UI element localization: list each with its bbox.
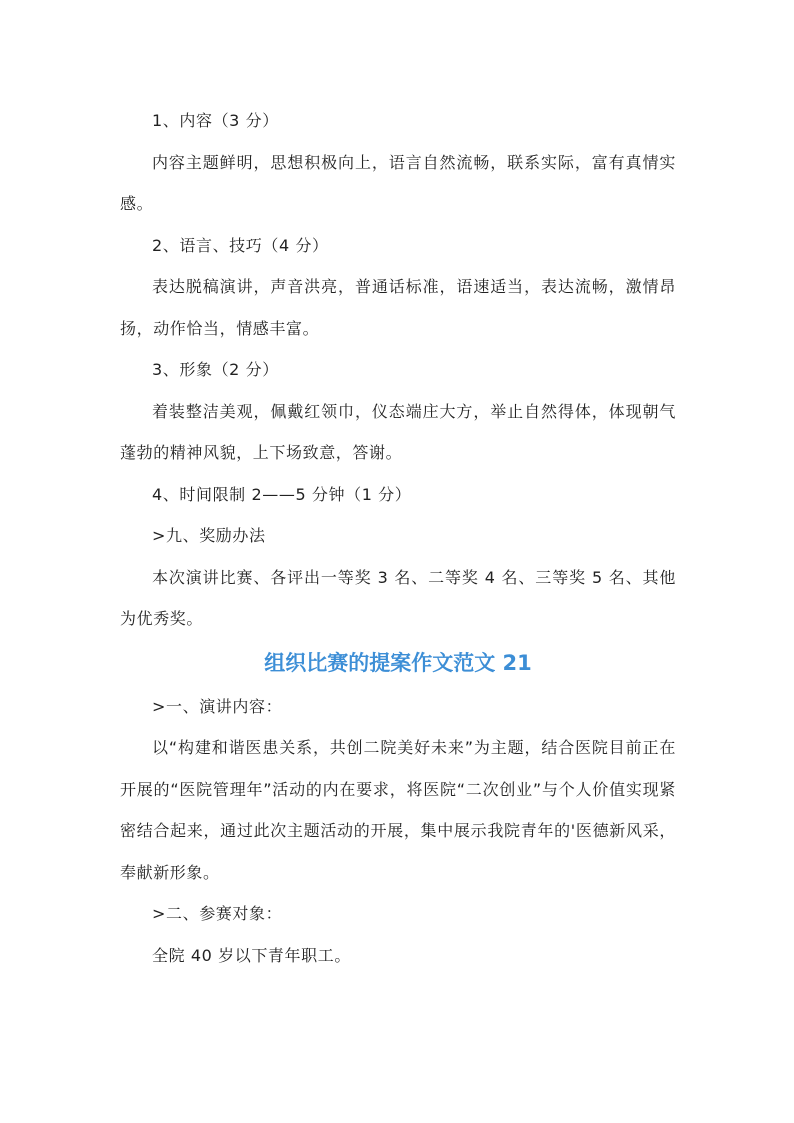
paragraph: 表达脱稿演讲，声音洪亮，普通话标准，语速适当，表达流畅，激情昂扬，动作恰当，情感丰富。: [120, 277, 676, 338]
section-heading-awards: >九、奖励办法: [152, 526, 266, 545]
document-body: [120, 100, 676, 976]
paragraph: 着装整洁美观，佩戴红领巾，仪态端庄大方，举止自然得体，体现朝气蓬勃的精神风貌，上下场致意，答谢。: [120, 401, 676, 462]
section-item-content: 1、内容（3 分）: [152, 111, 279, 130]
section-item-image: 3、形象（2 分）: [152, 360, 279, 379]
paragraph: 本次演讲比赛、各评出一等奖 3 名、二等奖 4 名、三等奖 5 名、其他为优秀奖。: [120, 567, 676, 628]
paragraph: 全院 40 岁以下青年职工。: [152, 945, 351, 965]
article-title: 组织比赛的提案作文范文 21: [264, 650, 532, 675]
section-item-time-limit: 4、时间限制 2——5 分钟（1 分）: [152, 484, 412, 504]
section-heading-speech-content: >一、演讲内容：: [152, 696, 283, 716]
paragraph: 以“构建和谐医患关系，共创二院美好未来”为主题，结合医院目前正在开展的“医院管理年”活动的内在要求，将医院“二次创业”与个人价值实现紧密结合起来，通过此次主题活动的开展，集中展示我院青年的'医德新风采，奉献新形象。: [120, 738, 676, 882]
paragraph: 内容主题鲜明，思想积极向上，语言自然流畅，联系实际，富有真情实感。: [120, 152, 676, 213]
section-item-language: 2、语言、技巧（4 分）: [152, 235, 329, 255]
section-heading-participants: >二、参赛对象：: [152, 904, 283, 923]
